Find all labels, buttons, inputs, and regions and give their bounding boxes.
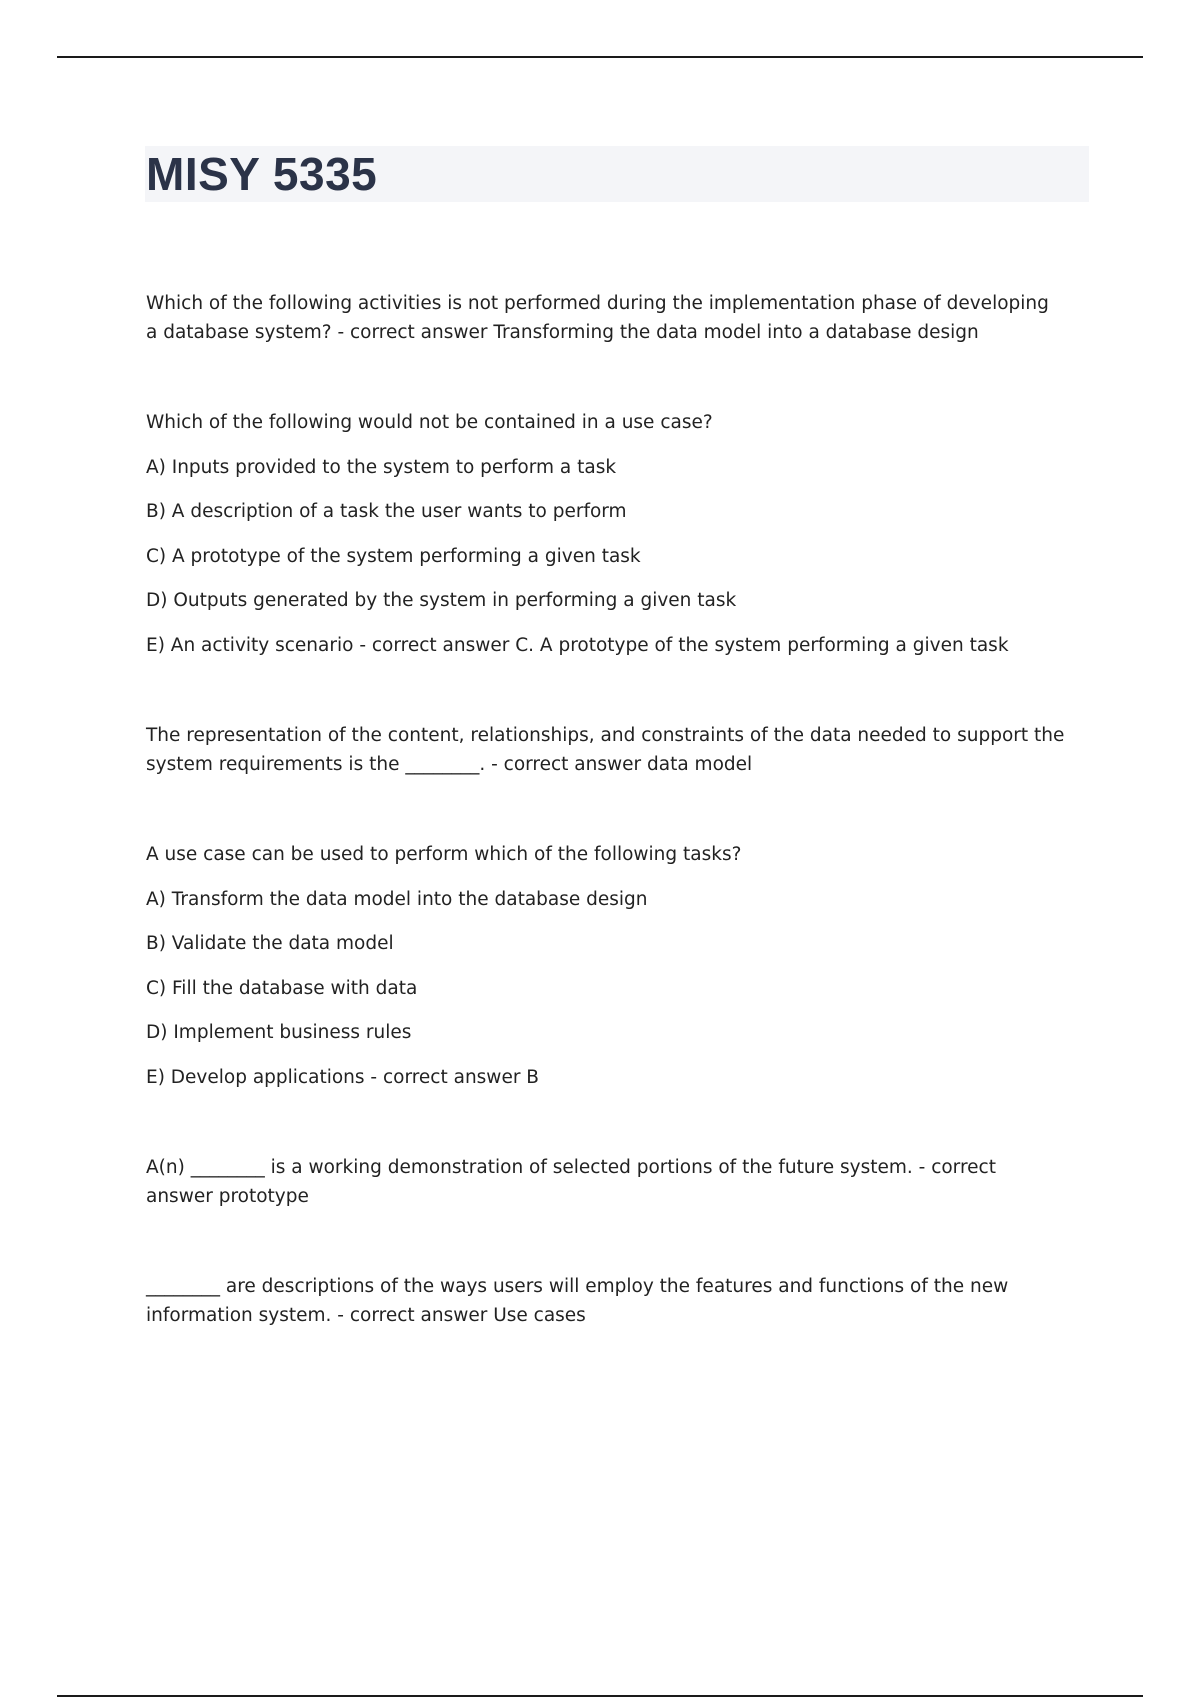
option-d: D) Implement business rules: [146, 1022, 412, 1043]
qa-item-2: [146, 409, 1066, 660]
qa-item-3: [146, 722, 1066, 779]
qa-item-5: [146, 1154, 1066, 1211]
qa-text: A(n) ________ is a working demonstration of selected portions of the future system. - correct answer prototype: [146, 1157, 996, 1207]
option-e: E) An activity scenario - correct answer C. A prototype of the system performing a given task: [146, 634, 1009, 656]
option-d: D) Outputs generated by the system in performing a given task: [146, 590, 737, 611]
question-text: Which of the following would not be contained in a use case?: [146, 412, 713, 433]
option-c: C) A prototype of the system performing a given task: [146, 545, 641, 567]
qa-item-4: [146, 841, 1066, 1092]
question-text: A use case can be used to perform which of the following tasks?: [146, 844, 742, 865]
page-title: MISY 5335: [146, 148, 378, 200]
document-body: [146, 290, 1066, 1330]
option-b: B) Validate the data model: [146, 933, 394, 954]
option-c: C) Fill the database with data: [146, 977, 418, 999]
bottom-rule: [57, 1695, 1143, 1697]
qa-text: Which of the following activities is not performed during the implementation phase of developing a database system? - correct answer Transforming the data model into a database design: [146, 293, 1049, 343]
option-a: A) Inputs provided to the system to perform a task: [146, 456, 617, 478]
option-e: E) Develop applications - correct answer B: [146, 1066, 539, 1088]
qa-text: The representation of the content, relationships, and constraints of the data needed to support the system requirements is the ________. - correct answer data model: [146, 725, 1065, 775]
option-a: A) Transform the data model into the database design: [146, 888, 648, 910]
qa-item-1: [146, 290, 1066, 347]
qa-text: ________ are descriptions of the ways users will employ the features and functions of the new information system. - correct answer Use cases: [146, 1276, 1009, 1326]
qa-item-6: [146, 1273, 1066, 1330]
top-rule: [57, 56, 1143, 58]
option-b: B) A description of a task the user wants to perform: [146, 501, 627, 522]
